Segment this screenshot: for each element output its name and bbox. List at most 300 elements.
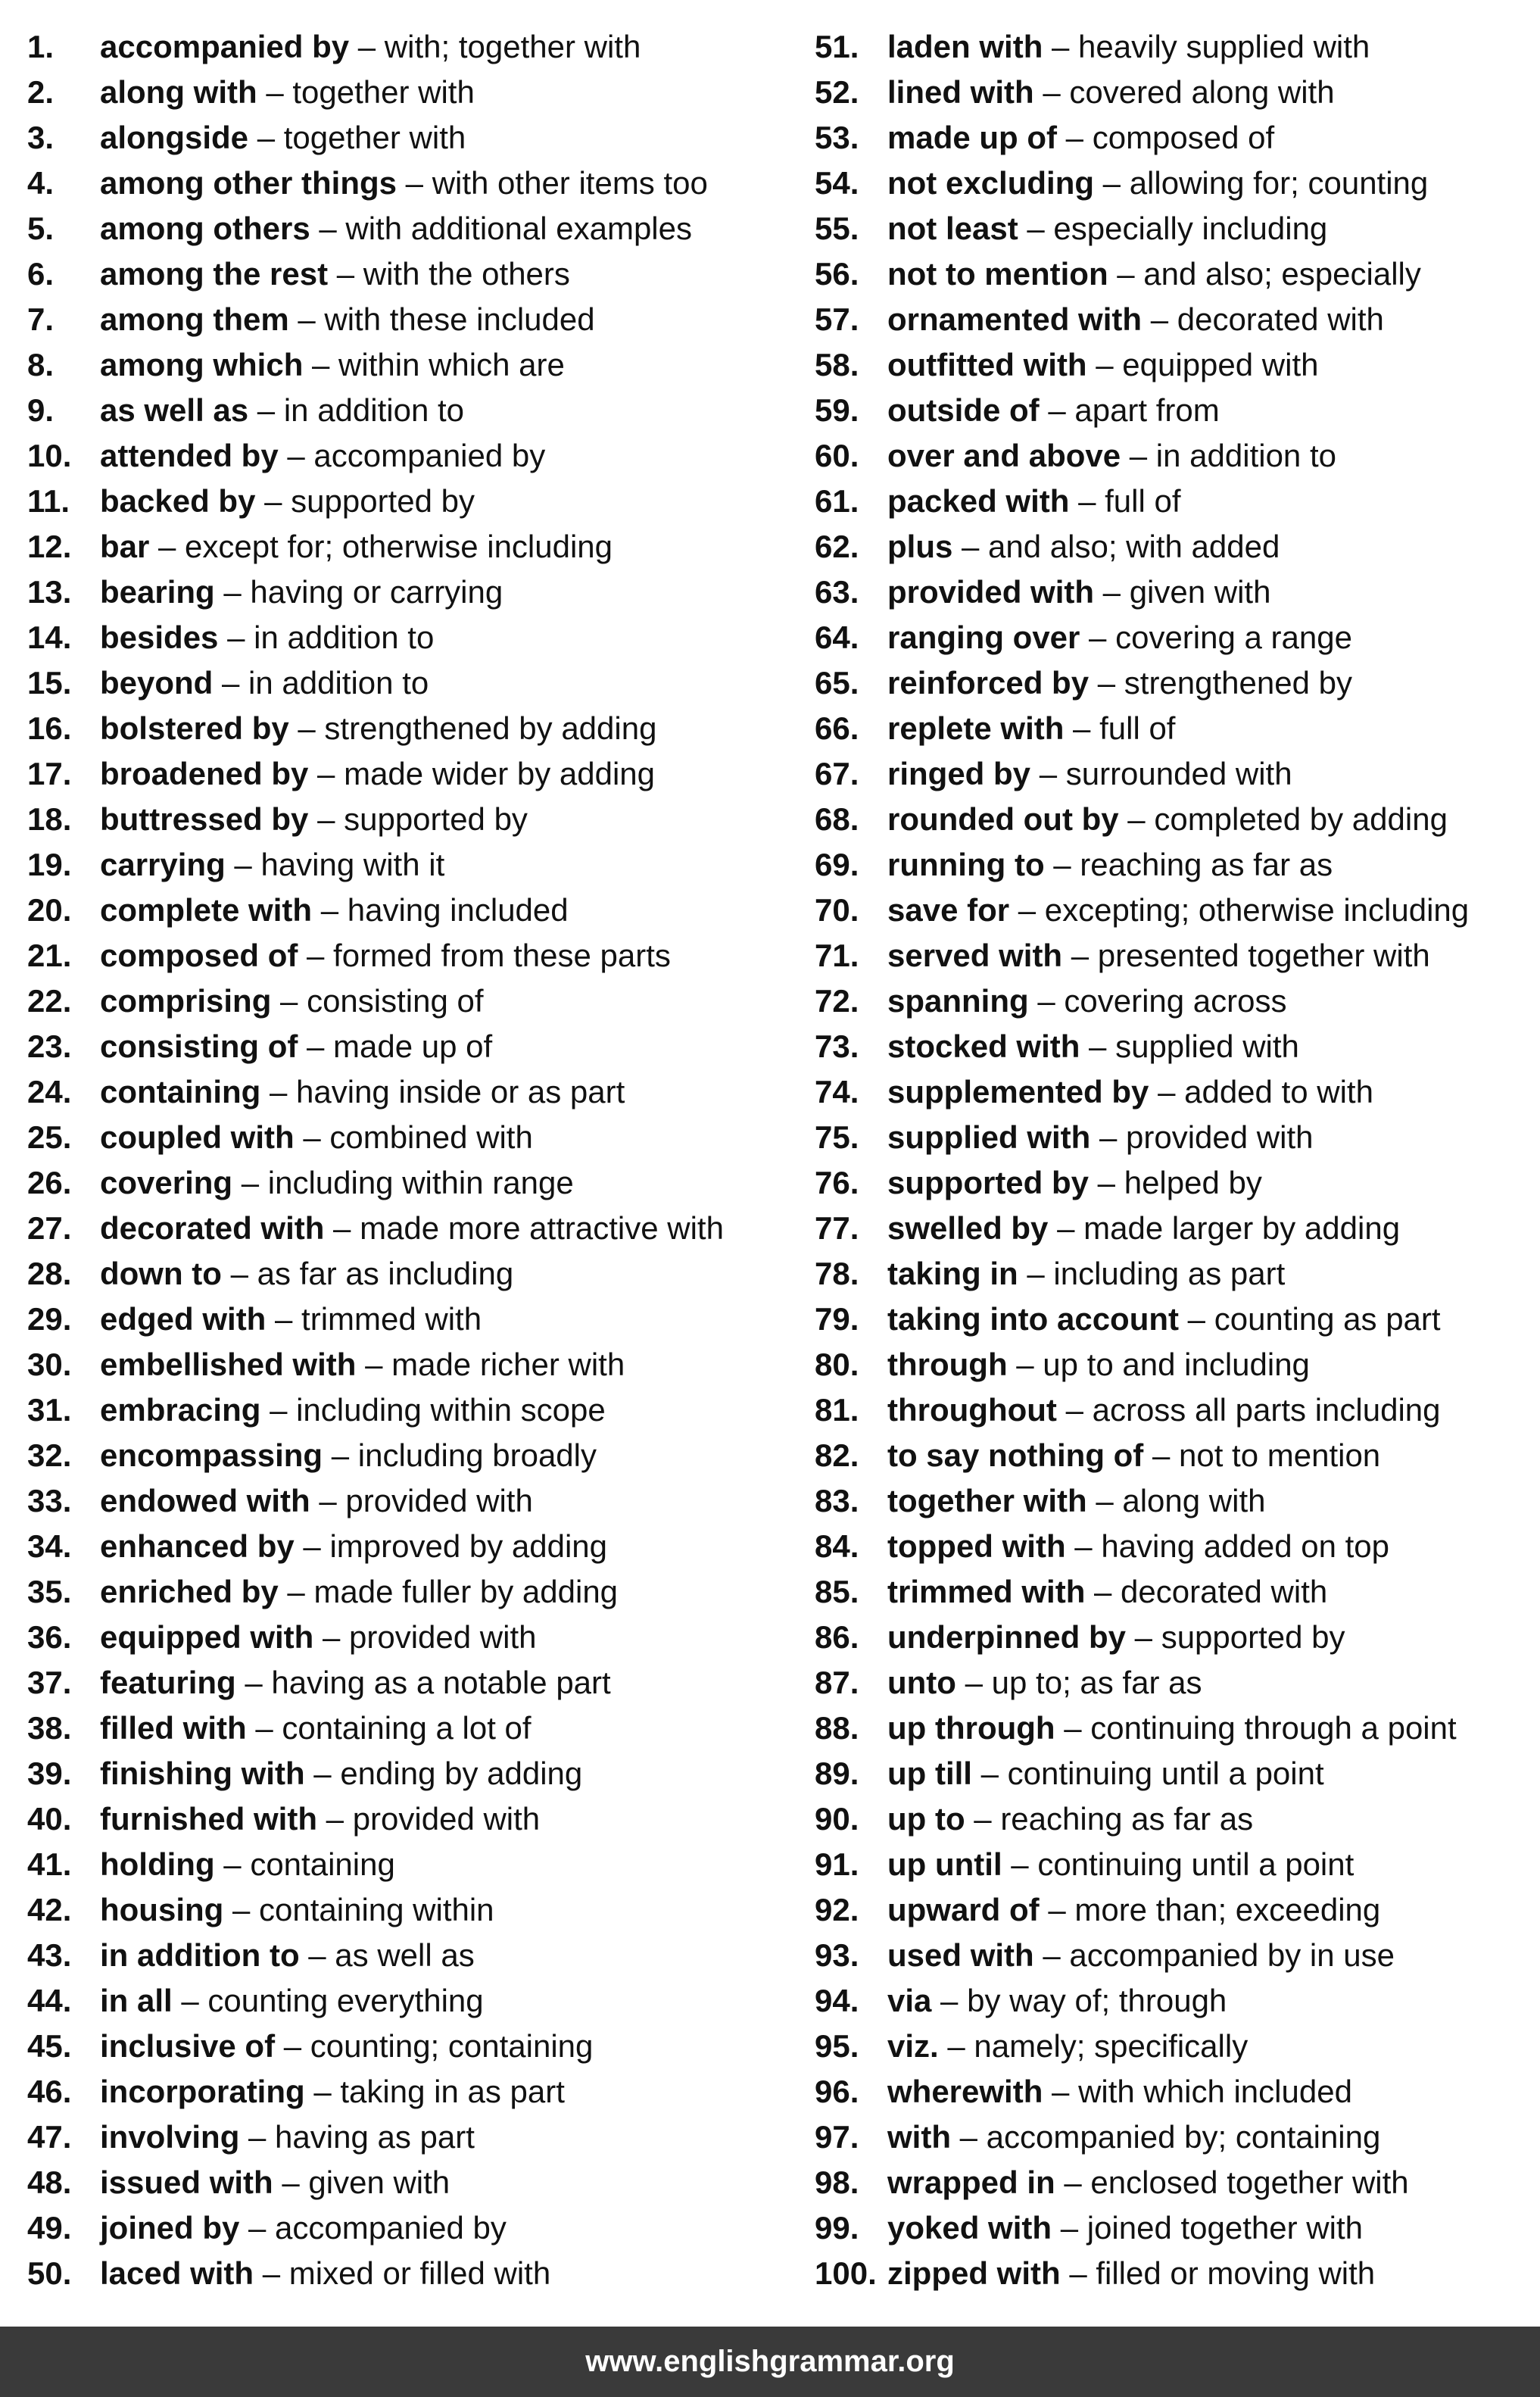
item-term: down to <box>100 1256 222 1291</box>
item-definition: – having as a notable part <box>235 1665 611 1700</box>
item-term: together with <box>887 1483 1087 1518</box>
item-term: running to <box>887 847 1045 882</box>
item-number: 20. <box>27 892 72 928</box>
list-item <box>815 1842 1534 1887</box>
item-term: backed by <box>100 483 256 519</box>
item-definition: – with additional examples <box>310 211 692 246</box>
item-number: 86. <box>815 1619 859 1655</box>
item-number: 42. <box>27 1892 72 1927</box>
item-term: in addition to <box>100 1937 300 1973</box>
item-number: 17. <box>27 756 72 791</box>
item-term: laden with <box>887 29 1043 64</box>
item-definition: – continuing until a point <box>1002 1846 1355 1882</box>
item-term: among them <box>100 301 289 337</box>
item-definition: – made more attractive with <box>324 1210 724 1246</box>
list-item <box>815 1524 1534 1569</box>
item-term: among other things <box>100 165 397 201</box>
item-term: throughout <box>887 1392 1057 1428</box>
list-item <box>815 660 1534 706</box>
item-number: 35. <box>27 1574 72 1609</box>
item-number: 70. <box>815 892 859 928</box>
item-term: over and above <box>887 438 1121 473</box>
item-definition: – with the others <box>328 256 570 292</box>
item-definition: – reaching as far as <box>1044 847 1333 882</box>
item-definition: – improved by adding <box>294 1528 608 1564</box>
item-definition: – and also; especially <box>1108 256 1421 292</box>
list-item <box>27 978 784 1024</box>
item-definition: – filled or moving with <box>1060 2255 1376 2291</box>
item-definition: – decorated with <box>1085 1574 1328 1609</box>
list-item <box>27 388 784 433</box>
item-term: coupled with <box>100 1119 295 1155</box>
list-item <box>27 1478 784 1524</box>
list-item <box>27 1024 784 1069</box>
footer-url[interactable]: www.englishgrammar.org <box>585 2345 955 2378</box>
item-number: 45. <box>27 2028 72 2064</box>
item-term: embracing <box>100 1392 261 1428</box>
item-term: not to mention <box>887 256 1108 292</box>
list-item <box>815 1706 1534 1751</box>
item-term: outside of <box>887 392 1040 428</box>
item-number: 81. <box>815 1392 859 1428</box>
item-number: 6. <box>27 256 55 292</box>
item-number: 47. <box>27 2119 72 2155</box>
item-definition: – ending by adding <box>304 1756 583 1791</box>
list-item <box>27 342 784 388</box>
list-item <box>27 1342 784 1387</box>
item-definition: – not to mention <box>1143 1437 1381 1473</box>
item-term: wrapped in <box>887 2164 1055 2200</box>
list-item <box>815 1297 1534 1342</box>
list-item <box>815 615 1534 660</box>
list-item <box>27 433 784 479</box>
list-item <box>27 751 784 797</box>
list-item <box>27 1069 784 1115</box>
item-number: 33. <box>27 1483 72 1518</box>
item-term: to say nothing of <box>887 1437 1144 1473</box>
list-item <box>815 1115 1534 1160</box>
item-definition: – including as part <box>1018 1256 1286 1291</box>
item-number: 69. <box>815 847 859 882</box>
item-term: plus <box>887 529 953 564</box>
list-item <box>815 206 1534 251</box>
list-item <box>815 751 1534 797</box>
item-number: 83. <box>815 1483 859 1518</box>
item-number: 39. <box>27 1756 72 1791</box>
list-item <box>815 251 1534 297</box>
item-term: as well as <box>100 392 249 428</box>
item-number: 59. <box>815 392 859 428</box>
item-term: used with <box>887 1937 1034 1973</box>
item-number: 12. <box>27 529 72 564</box>
item-term: up till <box>887 1756 972 1791</box>
item-definition: – decorated with <box>1142 301 1384 337</box>
item-term: equipped with <box>100 1619 314 1655</box>
item-number: 61. <box>815 483 859 519</box>
item-term: through <box>887 1347 1008 1382</box>
item-term: supplemented by <box>887 1074 1149 1110</box>
list-item <box>815 1478 1534 1524</box>
item-term: featuring <box>100 1665 236 1700</box>
item-number: 7. <box>27 301 55 337</box>
item-term: in all <box>100 1983 173 2018</box>
item-definition: – more than; exceeding <box>1039 1892 1381 1927</box>
list-item <box>815 433 1534 479</box>
item-term: among which <box>100 347 304 382</box>
list-item <box>815 1024 1534 1069</box>
item-definition: – in addition to <box>248 392 465 428</box>
item-term: served with <box>887 938 1063 973</box>
list-item <box>27 797 784 842</box>
item-number: 99. <box>815 2210 859 2246</box>
item-number: 77. <box>815 1210 859 1246</box>
list-item <box>815 1160 1534 1206</box>
item-definition: – having added on top <box>1065 1528 1389 1564</box>
item-definition: – including within range <box>232 1165 574 1200</box>
item-number: 5. <box>27 211 55 246</box>
list-item <box>27 297 784 342</box>
item-number: 98. <box>815 2164 859 2200</box>
item-definition: – as well as <box>299 1937 475 1973</box>
item-definition: – presented together with <box>1062 938 1430 973</box>
item-definition: – provided with <box>317 1801 541 1837</box>
item-definition: – covering a range <box>1080 620 1352 655</box>
item-definition: – having or carrying <box>214 574 503 610</box>
item-term: wherewith <box>887 2074 1043 2109</box>
item-number: 9. <box>27 392 55 428</box>
list-item <box>815 342 1534 388</box>
item-definition: – equipped with <box>1086 347 1319 382</box>
item-term: along with <box>100 74 257 110</box>
item-number: 21. <box>27 938 72 973</box>
item-number: 49. <box>27 2210 72 2246</box>
item-term: spanning <box>887 983 1029 1019</box>
item-term: beyond <box>100 665 214 701</box>
list-item <box>27 842 784 888</box>
list-item <box>27 161 784 206</box>
item-term: provided with <box>887 574 1094 610</box>
list-item <box>27 933 784 978</box>
item-number: 34. <box>27 1528 72 1564</box>
item-definition: – covered along with <box>1033 74 1335 110</box>
item-number: 2. <box>27 74 55 110</box>
list-item <box>27 2160 784 2205</box>
item-number: 43. <box>27 1937 72 1973</box>
item-number: 10. <box>27 438 72 473</box>
item-definition: – together with <box>248 120 466 155</box>
item-term: save for <box>887 892 1010 928</box>
item-definition: – trimmed with <box>266 1301 482 1337</box>
list-item <box>815 570 1534 615</box>
list-item <box>815 1887 1534 1933</box>
item-term: ranging over <box>887 620 1080 655</box>
item-definition: – namely; specifically <box>938 2028 1249 2064</box>
item-term: holding <box>100 1846 215 1882</box>
item-number: 95. <box>815 2028 859 2064</box>
list-item <box>815 1796 1534 1842</box>
item-definition: – made richer with <box>356 1347 625 1382</box>
list-item <box>815 1206 1534 1251</box>
item-number: 40. <box>27 1801 72 1837</box>
item-number: 18. <box>27 801 72 837</box>
item-term: issued with <box>100 2164 273 2200</box>
item-number: 84. <box>815 1528 859 1564</box>
list-item <box>815 978 1534 1024</box>
list-item <box>815 1751 1534 1796</box>
item-definition: – along with <box>1086 1483 1266 1518</box>
item-definition: – enclosed together with <box>1055 2164 1409 2200</box>
item-term: buttressed by <box>100 801 309 837</box>
item-number: 74. <box>815 1074 859 1110</box>
item-number: 65. <box>815 665 859 701</box>
item-term: involving <box>100 2119 240 2155</box>
item-term: enriched by <box>100 1574 279 1609</box>
item-number: 60. <box>815 438 859 473</box>
list-item <box>815 1978 1534 2024</box>
item-term: attended by <box>100 438 279 473</box>
list-item <box>27 1115 784 1160</box>
right-column <box>815 24 1534 2296</box>
item-definition: – having included <box>312 892 569 928</box>
list-item <box>815 706 1534 751</box>
item-number: 62. <box>815 529 859 564</box>
list-item <box>27 706 784 751</box>
item-number: 92. <box>815 1892 859 1927</box>
item-number: 80. <box>815 1347 859 1382</box>
list-item <box>815 842 1534 888</box>
list-item <box>27 2069 784 2115</box>
item-term: zipped with <box>887 2255 1061 2291</box>
item-definition: – made fuller by adding <box>278 1574 619 1609</box>
item-term: outfitted with <box>887 347 1087 382</box>
list-item <box>27 1569 784 1615</box>
list-item <box>27 70 784 115</box>
item-term: up until <box>887 1846 1002 1882</box>
item-definition: – given with <box>273 2164 450 2200</box>
item-term: enhanced by <box>100 1528 295 1564</box>
item-definition: – including broadly <box>323 1437 597 1473</box>
item-number: 25. <box>27 1119 72 1155</box>
list-item <box>815 524 1534 570</box>
list-item <box>815 388 1534 433</box>
footer-bar <box>0 2327 1540 2397</box>
item-term: up to <box>887 1801 965 1837</box>
list-item <box>27 1206 784 1251</box>
item-number: 75. <box>815 1119 859 1155</box>
item-definition: – up to; as far as <box>955 1665 1202 1700</box>
list-item <box>815 2205 1534 2251</box>
item-definition: – formed from these parts <box>298 938 671 973</box>
left-column <box>27 24 784 2296</box>
item-definition: – including within scope <box>260 1392 606 1428</box>
item-definition: – containing within <box>223 1892 494 1927</box>
item-definition: – apart from <box>1039 392 1220 428</box>
item-number: 52. <box>815 74 859 110</box>
item-number: 36. <box>27 1619 72 1655</box>
item-number: 66. <box>815 710 859 746</box>
item-term: composed of <box>100 938 298 973</box>
item-number: 76. <box>815 1165 859 1200</box>
item-number: 63. <box>815 574 859 610</box>
item-definition: – added to with <box>1149 1074 1373 1110</box>
item-definition: – having with it <box>225 847 445 882</box>
list-item <box>27 1978 784 2024</box>
list-item <box>815 1933 1534 1978</box>
item-term: topped with <box>887 1528 1066 1564</box>
list-item <box>27 1433 784 1478</box>
item-definition: – across all parts including <box>1056 1392 1441 1428</box>
item-term: up through <box>887 1710 1055 1746</box>
item-definition: – with; together with <box>349 29 641 64</box>
item-number: 13. <box>27 574 72 610</box>
item-term: joined by <box>100 2210 240 2246</box>
list-item <box>815 2069 1534 2115</box>
item-term: furnished with <box>100 1801 317 1837</box>
item-number: 56. <box>815 256 859 292</box>
list-item <box>27 1842 784 1887</box>
item-number: 24. <box>27 1074 72 1110</box>
item-number: 22. <box>27 983 72 1019</box>
list-item <box>815 1387 1534 1433</box>
item-term: stocked with <box>887 1028 1080 1064</box>
list-item <box>815 115 1534 161</box>
item-number: 19. <box>27 847 72 882</box>
item-definition: – covering across <box>1028 983 1287 1019</box>
item-number: 90. <box>815 1801 859 1837</box>
item-definition: – composed of <box>1057 120 1275 155</box>
list-item <box>27 1751 784 1796</box>
item-definition: – and also; with added <box>952 529 1280 564</box>
item-number: 51. <box>815 29 859 64</box>
item-term: unto <box>887 1665 956 1700</box>
list-item <box>27 206 784 251</box>
item-term: replete with <box>887 710 1065 746</box>
item-definition: – surrounded with <box>1030 756 1292 791</box>
list-item <box>27 251 784 297</box>
item-term: viz. <box>887 2028 939 2064</box>
item-number: 79. <box>815 1301 859 1337</box>
item-definition: – containing <box>214 1846 395 1882</box>
list-item <box>815 2251 1534 2296</box>
item-term: containing <box>100 1074 261 1110</box>
item-number: 100. <box>815 2255 877 2291</box>
item-definition: – provided with <box>313 1619 537 1655</box>
item-term: bolstered by <box>100 710 289 746</box>
item-definition: – containing a lot of <box>246 1710 532 1746</box>
item-definition: – accompanied by <box>239 2210 507 2246</box>
item-number: 26. <box>27 1165 72 1200</box>
list-item <box>27 1933 784 1978</box>
item-number: 15. <box>27 665 72 701</box>
item-definition: – made up of <box>298 1028 493 1064</box>
item-term: taking in <box>887 1256 1018 1291</box>
item-term: packed with <box>887 483 1070 519</box>
item-definition: – up to and including <box>1007 1347 1310 1382</box>
item-definition: – accompanied by in use <box>1033 1937 1395 1973</box>
item-term: carrying <box>100 847 226 882</box>
item-term: accompanied by <box>100 29 350 64</box>
item-definition: – strengthened by <box>1089 665 1352 701</box>
list-item <box>27 1251 784 1297</box>
item-number: 37. <box>27 1665 72 1700</box>
item-term: not least <box>887 211 1018 246</box>
item-number: 54. <box>815 165 859 201</box>
item-number: 27. <box>27 1210 72 1246</box>
list-item <box>815 2024 1534 2069</box>
item-term: rounded out by <box>887 801 1119 837</box>
item-definition: – continuing until a point <box>971 1756 1324 1791</box>
list-item <box>815 1615 1534 1660</box>
item-number: 88. <box>815 1710 859 1746</box>
item-term: not excluding <box>887 165 1094 201</box>
item-number: 31. <box>27 1392 72 1428</box>
list-item <box>27 2115 784 2160</box>
item-term: ornamented with <box>887 301 1143 337</box>
item-number: 48. <box>27 2164 72 2200</box>
item-number: 87. <box>815 1665 859 1700</box>
item-number: 57. <box>815 301 859 337</box>
item-definition: – in addition to <box>1121 438 1336 473</box>
item-number: 73. <box>815 1028 859 1064</box>
list-item <box>27 615 784 660</box>
item-term: housing <box>100 1892 224 1927</box>
list-item <box>815 797 1534 842</box>
list-item <box>27 1887 784 1933</box>
item-term: comprising <box>100 983 272 1019</box>
list-item <box>27 1160 784 1206</box>
list-item <box>815 933 1534 978</box>
list-item <box>27 524 784 570</box>
item-number: 23. <box>27 1028 72 1064</box>
item-term: inclusive of <box>100 2028 276 2064</box>
item-definition: – together with <box>257 74 475 110</box>
list-item <box>815 1342 1534 1387</box>
item-term: filled with <box>100 1710 247 1746</box>
item-term: edged with <box>100 1301 267 1337</box>
item-number: 64. <box>815 620 859 655</box>
item-term: bar <box>100 529 150 564</box>
item-definition: – made wider by adding <box>308 756 656 791</box>
item-number: 32. <box>27 1437 72 1473</box>
item-definition: – full of <box>1069 483 1181 519</box>
item-term: embellished with <box>100 1347 357 1382</box>
item-number: 58. <box>815 347 859 382</box>
item-definition: – continuing through a point <box>1055 1710 1457 1746</box>
item-number: 30. <box>27 1347 72 1382</box>
item-term: trimmed with <box>887 1574 1086 1609</box>
list-item <box>27 1524 784 1569</box>
item-term: consisting of <box>100 1028 298 1064</box>
list-item <box>27 1297 784 1342</box>
item-definition: – strengthened by adding <box>288 710 657 746</box>
item-definition: – accompanied by <box>278 438 546 473</box>
item-definition: – excepting; otherwise including <box>1009 892 1470 928</box>
item-definition: – supported by <box>308 801 528 837</box>
item-definition: – having as part <box>239 2119 475 2155</box>
item-term: supported by <box>887 1165 1090 1200</box>
list-item <box>815 24 1534 70</box>
item-term: complete with <box>100 892 313 928</box>
list-item <box>27 2024 784 2069</box>
item-definition: – accompanied by; containing <box>950 2119 1381 2155</box>
item-definition: – mixed or filled with <box>254 2255 551 2291</box>
item-number: 8. <box>27 347 55 382</box>
list-item <box>815 2115 1534 2160</box>
item-definition: – heavily supplied with <box>1043 29 1370 64</box>
item-term: besides <box>100 620 219 655</box>
item-number: 1. <box>27 29 55 64</box>
list-item <box>27 2205 784 2251</box>
